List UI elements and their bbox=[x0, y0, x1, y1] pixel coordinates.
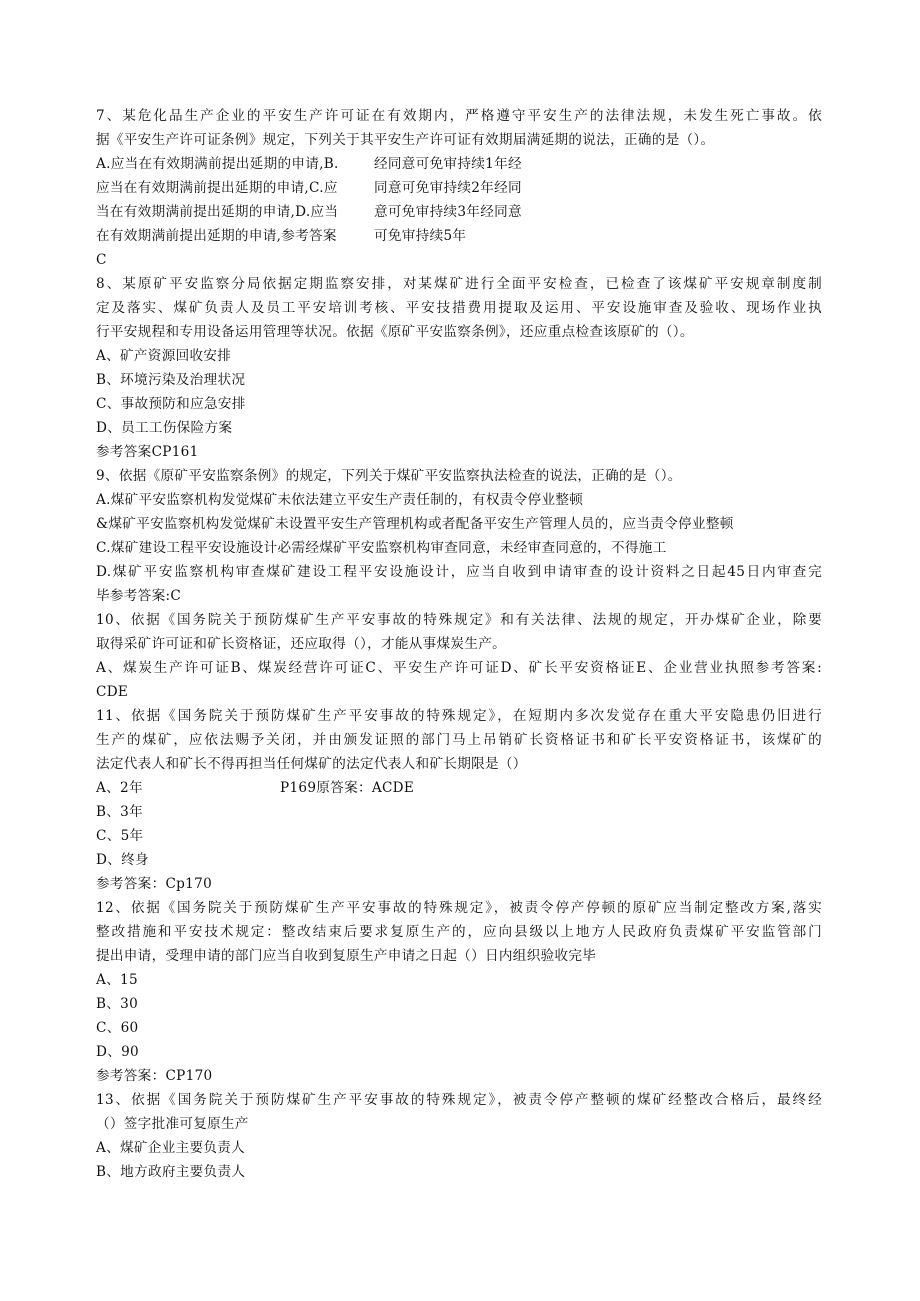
q9-answer: 毕参考答案:C bbox=[96, 588, 182, 604]
q8-option-c: C、事故预防和应急安排 bbox=[96, 396, 246, 412]
q10-stem-line-1: 10、依据《国务院关于预防煤矿生产平安事故的特殊规定》和有关法律、法规的规定，开办煤矿企业，除要 bbox=[96, 612, 822, 628]
q12-stem-line-3: 提出申请，受理申请的部门应当自收到复原生产申请之日起（）日内组织验收完毕 bbox=[96, 948, 597, 964]
q10-options: A、煤炭生产许可证B、煤炭经营许可证C、平安生产许可证D、矿长平安资格证E、企业营业执照参考答案: bbox=[96, 660, 822, 676]
q9-stem: 9、依据《原矿平安监察条例》的规定，下列关于煤矿平安监察执法检查的说法，正确的是（）。 bbox=[96, 468, 682, 484]
q11-option-c: C、5年 bbox=[96, 828, 144, 844]
q7-stem-line-1: 7、某危化品生产企业的平安生产许可证在有效期内，严格遵守平安生产的法律法规，未发生死亡事故。依 bbox=[96, 108, 822, 124]
q11-side-note: P169原答案：ACDE bbox=[280, 780, 415, 796]
q7-right-col-4: 可免审持续5年 bbox=[374, 228, 467, 244]
q8-stem-line-1: 8、某原矿平安监察分局依据定期监察安排，对某煤矿进行全面平安检查，已检查了该煤矿平安规章制度制 bbox=[96, 276, 822, 292]
q8-answer: 参考答案CP161 bbox=[96, 444, 199, 460]
q7-right-col-3: 意可免审持续3年经同意 bbox=[374, 204, 522, 220]
q8-option-a: A、矿产资源回收安排 bbox=[96, 348, 232, 364]
q11-stem-line-2: 生产的煤矿，应依法赐予关闭，并由颁发证照的部门马上吊销矿长资格证书和矿长平安资格证书，该煤矿的 bbox=[96, 732, 822, 748]
q7-left-col-1: A.应当在有效期满前提出延期的申请,B. bbox=[96, 156, 339, 172]
q13-option-a: A、煤矿企业主要负责人 bbox=[96, 1140, 246, 1156]
q10-stem-line-2: 取得采矿许可证和矿长资格证，还应取得（），才能从事煤炭生产。 bbox=[96, 636, 507, 652]
q11-option-a: A、2年 bbox=[96, 780, 143, 796]
q7-left-col-3: 当在有效期满前提出延期的申请,D.应当 bbox=[96, 204, 339, 220]
q13-option-b: B、地方政府主要负责人 bbox=[96, 1164, 246, 1180]
q7-left-col-2: 应当在有效期满前提出延期的申请,C.应 bbox=[96, 180, 338, 196]
q7-right-col-1: 经同意可免审持续1年经 bbox=[374, 156, 522, 172]
q12-stem-line-2: 整改措施和平安技术规定：整改结束后要求复原生产的，应向县级以上地方人民政府负责煤矿平安监管部门 bbox=[96, 924, 822, 940]
q12-answer: 参考答案：CP170 bbox=[96, 1068, 213, 1084]
q12-stem-line-1: 12、依据《国务院关于预防煤矿生产平安事故的特殊规定》，被责令停产停顿的原矿应当制定整改方案,落实 bbox=[96, 900, 822, 916]
q9-option-c: C.煤矿建设工程平安设施设计必需经煤矿平安监察机构审查同意，未经审查同意的，不得施工 bbox=[96, 540, 667, 556]
q8-stem-line-2: 定及落实、煤矿负责人及员工平安培训考核、平安技措费用提取及运用、平安设施审查及验收、现场作业执 bbox=[96, 300, 822, 316]
q9-option-b: &煤矿平安监察机构发觉煤矿未设置平安生产管理机构或者配备平安生产管理人员的，应当责令停业整顿 bbox=[96, 516, 734, 532]
q7-answer: C bbox=[96, 252, 107, 268]
q7-right-col-2: 同意可免审持续2年经同 bbox=[374, 180, 522, 196]
q7-left-col-4: 在有效期满前提出延期的申请,参考答案 bbox=[96, 228, 337, 244]
q12-option-a: A、15 bbox=[96, 972, 138, 988]
q13-stem-line-1: 13、依据《国务院关于预防煤矿生产平安事故的特殊规定》，被责令停产整顿的煤矿经整改合格后，最终经 bbox=[96, 1092, 822, 1108]
q7-stem-line-2: 据《平安生产许可证条例》规定，下列关于其平安生产许可证有效期届满延期的说法，正确的是（）。 bbox=[96, 132, 715, 148]
q8-option-d: D、员工工伤保险方案 bbox=[96, 420, 233, 436]
q11-option-d: D、终身 bbox=[96, 852, 149, 868]
q8-stem-line-3: 行平安规程和专用设备运用管理等状况。依据《原矿平安监察条例》，还应重点检查该原矿的（）。 bbox=[96, 324, 694, 340]
q11-answer: 参考答案：Cp170 bbox=[96, 876, 213, 892]
q9-option-a: A.煤矿平安监察机构发觉煤矿未依法建立平安生产责任制的，有权责令停业整顿 bbox=[96, 492, 584, 508]
q12-option-d: D、90 bbox=[96, 1044, 139, 1060]
q8-option-b: B、环境污染及治理状况 bbox=[96, 372, 246, 388]
q11-stem-line-1: 11、依据《国务院关于预防煤矿生产平安事故的特殊规定》，在短期内多次发觉存在重大平安隐患仍旧进行 bbox=[96, 708, 822, 724]
q12-option-b: B、30 bbox=[96, 996, 139, 1012]
q11-stem-line-3: 法定代表人和矿长不得再担当任何煤矿的法定代表人和矿长期限是（） bbox=[96, 756, 527, 772]
q9-option-d: D.煤矿平安监察机构审查煤矿建设工程平安设施设计，应当自收到申请审查的设计资料之日起45日内审查完 bbox=[96, 564, 822, 580]
q12-option-c: C、60 bbox=[96, 1020, 139, 1036]
q10-answer: CDE bbox=[96, 684, 129, 700]
q13-stem-line-2: （）签字批准可复原生产 bbox=[96, 1116, 249, 1132]
q11-option-b: B、3年 bbox=[96, 804, 144, 820]
